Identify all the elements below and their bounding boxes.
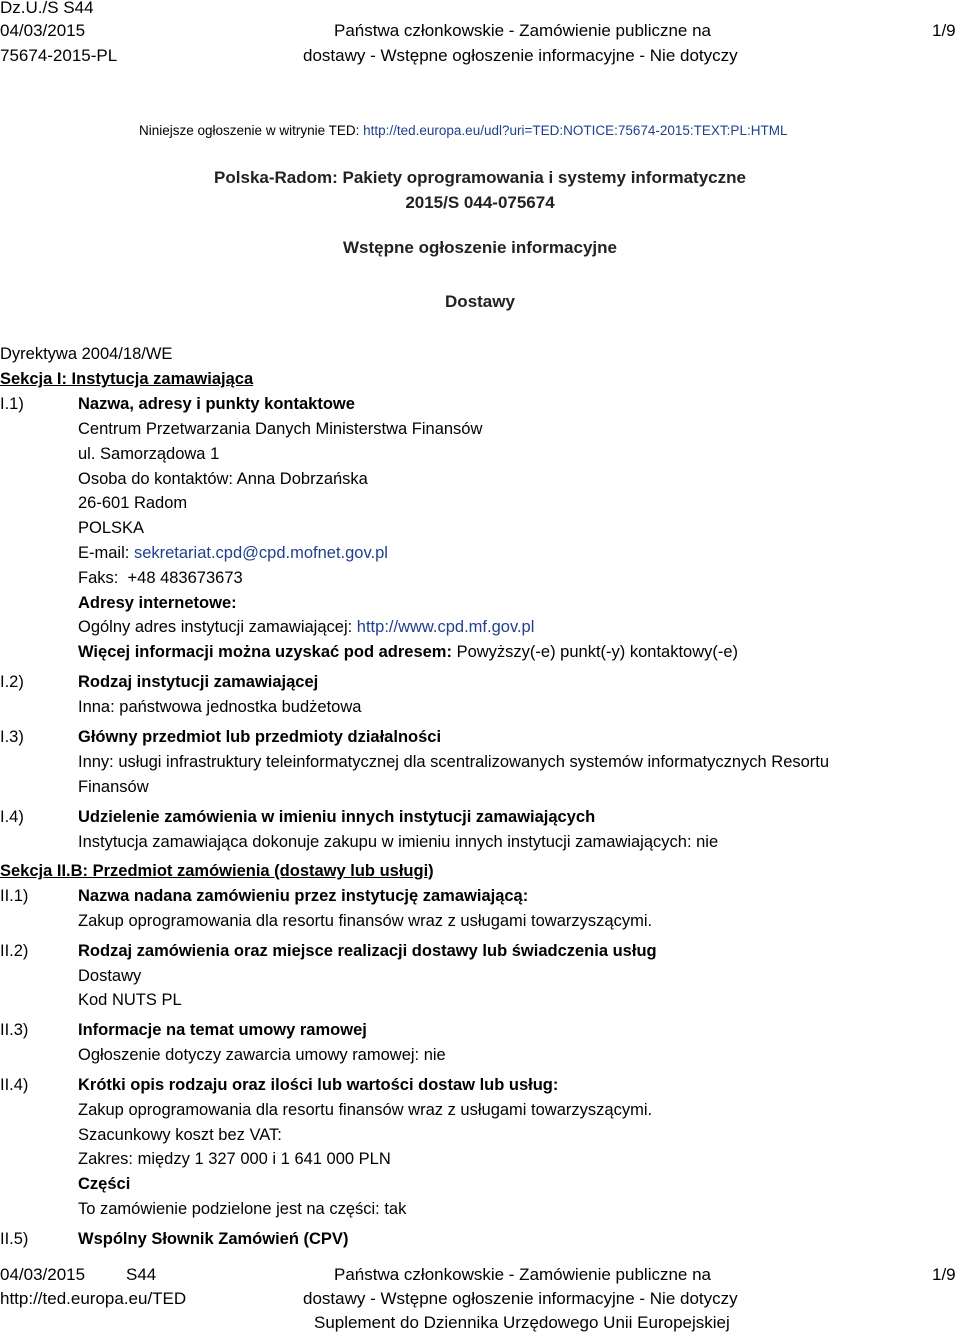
main-activity-value: Inny: usługi infrastruktury teleinformatycznej dla scentralizowanych systemów informatycznych Resortu xyxy=(78,753,830,771)
contract-name-value: Zakup oprogramowania dla resortu finansów wraz z usługami towarzyszącymi. xyxy=(78,912,653,930)
section-2-heading: Sekcja II.B: Przedmiot zamówienia (dostawy lub usługi) xyxy=(0,862,434,880)
organization-name: Centrum Przetwarzania Danych Ministerstwa Finansów xyxy=(78,420,483,438)
contract-name-title: Nazwa nadana zamówieniu przez instytucję zamawiającą: xyxy=(78,887,529,905)
fax: Faks: +48 483673673 xyxy=(78,569,243,587)
country: POLSKA xyxy=(78,519,145,537)
footer-title-line1: Państwa członkowskie - Zamówienie publiczne na xyxy=(334,1265,712,1284)
more-info-value: Powyższy(-e) punkt(-y) kontaktowy(-e) xyxy=(456,643,739,661)
more-info-label: Więcej informacji można uzyskać pod adresem: xyxy=(78,643,452,661)
item-number: I.2) xyxy=(0,673,24,691)
intro-text: Niniejsze ogłoszenie w witrynie TED: xyxy=(139,123,360,138)
estimated-cost-label: Szacunkowy koszt bez VAT: xyxy=(78,1126,282,1144)
framework-title: Informacje na temat umowy ramowej xyxy=(78,1021,367,1039)
item-number: I.4) xyxy=(0,808,24,826)
directive: Dyrektywa 2004/18/WE xyxy=(0,345,173,363)
item-number: II.5) xyxy=(0,1230,29,1248)
lots-heading: Części xyxy=(78,1175,131,1193)
lots-value: To zamówienie podzielone jest na części: tak xyxy=(78,1200,407,1218)
contact-section-title: Nazwa, adresy i punkty kontaktowe xyxy=(78,395,355,413)
email-line xyxy=(78,544,388,563)
item-number: II.2) xyxy=(0,942,29,960)
web-address-label: Ogólny adres instytucji zamawiającej: xyxy=(78,618,353,636)
nuts-code: Kod NUTS PL xyxy=(78,991,182,1009)
contract-kind-title: Rodzaj zamówienia oraz miejsce realizacji dostawy lub świadczenia usług xyxy=(78,942,657,960)
footer-series: S44 xyxy=(126,1265,157,1284)
web-address-link[interactable]: http://www.cpd.mf.gov.pl xyxy=(356,618,535,636)
email-link[interactable]: sekretariat.cpd@cpd.mofnet.gov.pl xyxy=(133,544,388,562)
framework-value: Ogłoszenie dotyczy zawarcia umowy ramowej: nie xyxy=(78,1046,446,1064)
header-date: 04/03/2015 xyxy=(0,21,86,40)
header-title-line1: Państwa członkowskie - Zamówienie publiczne na xyxy=(334,21,712,40)
footer-date: 04/03/2015 xyxy=(0,1265,86,1284)
web-addresses-heading: Adresy internetowe: xyxy=(78,594,237,612)
section-1-heading: Sekcja I: Instytucja zamawiająca xyxy=(0,370,254,388)
footer-page-number: 1/9 xyxy=(932,1265,956,1284)
header-page-number: 1/9 xyxy=(932,21,956,40)
item-number: II.4) xyxy=(0,1076,29,1094)
more-info-line xyxy=(78,643,738,662)
intro-url-link[interactable]: http://ted.europa.eu/udl?uri=TED:NOTICE:75674-2015:TEXT:PL:HTML xyxy=(363,123,788,138)
notice-type: Wstępne ogłoszenie informacyjne xyxy=(343,238,617,257)
contact-person: Osoba do kontaktów: Anna Dobrzańska xyxy=(78,470,368,488)
description-value: Zakup oprogramowania dla resortu finansów wraz z usługami towarzyszącymi. xyxy=(78,1101,653,1119)
authority-type-title: Rodzaj instytucji zamawiającej xyxy=(78,673,319,691)
cpv-title: Wspólny Słownik Zamówień (CPV) xyxy=(78,1230,349,1248)
item-number: I.1) xyxy=(0,395,24,413)
notice-title: Polska-Radom: Pakiety oprogramowania i systemy informatyczne xyxy=(214,168,746,187)
behalf-value: Instytucja zamawiająca dokonuje zakupu w imieniu innych instytucji zamawiających: nie xyxy=(78,833,719,851)
main-activity-value-cont: Finansów xyxy=(78,778,149,796)
street-address: ul. Samorządowa 1 xyxy=(78,445,220,463)
city: 26-601 Radom xyxy=(78,494,188,512)
journal-ref: Dz.U./S S44 xyxy=(0,0,94,17)
authority-type-value: Inna: państwowa jednostka budżetowa xyxy=(78,698,362,716)
item-number: II.1) xyxy=(0,887,29,905)
contract-kind-value: Dostawy xyxy=(78,967,142,985)
item-number: I.3) xyxy=(0,728,24,746)
item-number: II.3) xyxy=(0,1021,29,1039)
estimated-cost-range: Zakres: między 1 327 000 i 1 641 000 PLN xyxy=(78,1150,391,1168)
notice-number: 2015/S 044-075674 xyxy=(405,193,555,212)
footer-supplement: Suplement do Dziennika Urzędowego Unii Europejskiej xyxy=(314,1313,730,1332)
footer-title-line2: dostawy - Wstępne ogłoszenie informacyjne - Nie dotyczy xyxy=(303,1289,738,1308)
description-title: Krótki opis rodzaju oraz ilości lub wartości dostaw lub usług: xyxy=(78,1076,559,1094)
notice-id: 75674-2015-PL xyxy=(0,46,118,65)
behalf-title: Udzielenie zamówienia w imieniu innych instytucji zamawiających xyxy=(78,808,596,826)
web-address-line xyxy=(78,618,534,637)
footer-url: http://ted.europa.eu/TED xyxy=(0,1289,187,1308)
contract-type: Dostawy xyxy=(445,292,515,311)
main-activity-title: Główny przedmiot lub przedmioty działalności xyxy=(78,728,442,746)
email-label: E-mail: xyxy=(78,544,130,562)
header-title-line2: dostawy - Wstępne ogłoszenie informacyjne - Nie dotyczy xyxy=(303,46,738,65)
intro-line xyxy=(139,123,787,138)
